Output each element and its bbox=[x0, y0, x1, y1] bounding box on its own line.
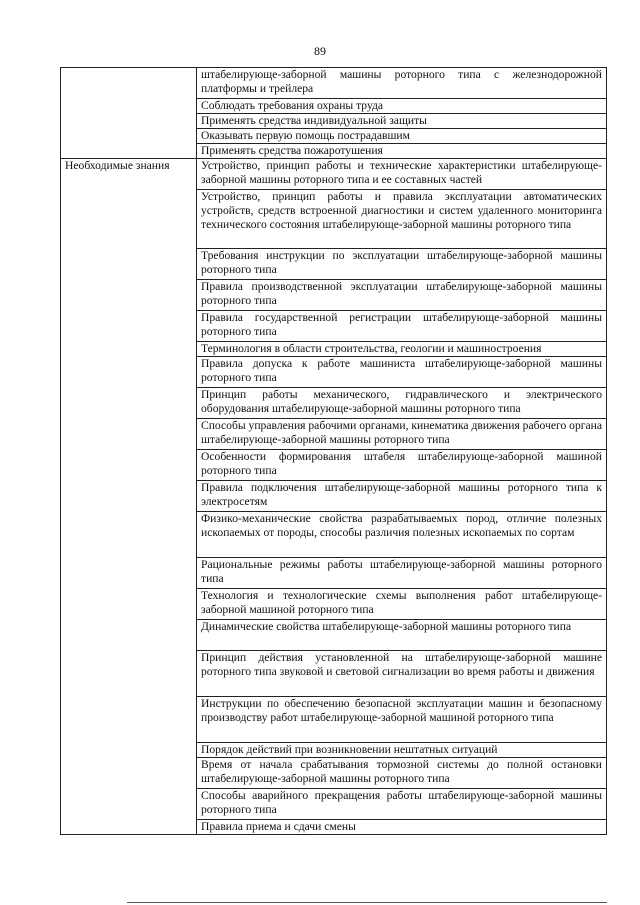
knowledge-item: Инструкции по обеспечению безопасной эксплуатации машин и безопасному производству работ штабелирующе-заборной машиной роторного типа bbox=[197, 697, 607, 743]
knowledge-item: Порядок действий при возникновении нештатных ситуаций bbox=[197, 743, 607, 758]
knowledge-item: Время от начала срабатывания тормозной системы до полной остановки штабелирующе-заборной машины роторного типа bbox=[197, 758, 607, 789]
knowledge-item: Устройство, принцип работы и правила эксплуатации автоматических устройств, средств встроенной диагностики и систем удаленного мониторинга технического состояния штабелирующе-заборной машины роторного типа bbox=[197, 190, 607, 249]
knowledge-item: Правила допуска к работе машиниста штабелирующе-заборной машины роторного типа bbox=[197, 357, 607, 388]
knowledge-item: Правила государственной регистрации штабелирующе-заборной машины роторного типа bbox=[197, 311, 607, 342]
knowledge-item: Правила подключения штабелирующе-заборной машины роторного типа к электросетям bbox=[197, 481, 607, 512]
continued-item: Применять средства индивидуальной защиты bbox=[197, 114, 607, 129]
knowledge-item: Физико-механические свойства разрабатываемых пород, отличие полезных ископаемых от породы, способы различия полезных ископаемых по сортам bbox=[197, 512, 607, 558]
knowledge-item: Требования инструкции по эксплуатации штабелирующе-заборной машины роторного типа bbox=[197, 249, 607, 280]
knowledge-item: Принцип действия установленной на штабелирующе-заборной машине роторного типа звуковой и световой сигнализации во время работы и движения bbox=[197, 651, 607, 697]
skills-knowledge-table bbox=[60, 67, 607, 835]
continued-item: Оказывать первую помощь пострадавшим bbox=[197, 129, 607, 144]
knowledge-item: Правила производственной эксплуатации штабелирующе-заборной машины роторного типа bbox=[197, 280, 607, 311]
knowledge-item: Способы аварийного прекращения работы штабелирующе-заборной машины роторного типа bbox=[197, 789, 607, 820]
table-row bbox=[61, 159, 607, 190]
table-row bbox=[61, 68, 607, 99]
knowledge-item: Динамические свойства штабелирующе-заборной машины роторного типа bbox=[197, 620, 607, 651]
knowledge-item: Особенности формирования штабеля штабелирующе-заборной машиной роторного типа bbox=[197, 450, 607, 481]
knowledge-item: Правила приема и сдачи смены bbox=[197, 820, 607, 835]
bottom-rule bbox=[127, 902, 607, 903]
empty-label-cell bbox=[61, 68, 197, 159]
knowledge-item: Устройство, принцип работы и технические характеристики штабелирующе-заборной машины роторного типа и ее составных частей bbox=[197, 159, 607, 190]
knowledge-item: Терминология в области строительства, геологии и машиностроения bbox=[197, 342, 607, 357]
knowledge-label: Необходимые знания bbox=[61, 159, 197, 835]
page-number: 89 bbox=[314, 44, 326, 58]
knowledge-item: Технология и технологические схемы выполнения работ штабелирующе-заборной машиной роторного типа bbox=[197, 589, 607, 620]
knowledge-item: Рациональные режимы работы штабелирующе-заборной машины роторного типа bbox=[197, 558, 607, 589]
continued-item: Соблюдать требования охраны труда bbox=[197, 99, 607, 114]
knowledge-item: Принцип работы механического, гидравлического и электрического оборудования штабелирующе-заборной машины роторного типа bbox=[197, 388, 607, 419]
continued-item: штабелирующе-заборной машины роторного типа с железнодорожной платформы и трейлера bbox=[197, 68, 607, 99]
continued-item: Применять средства пожаротушения bbox=[197, 144, 607, 159]
knowledge-item: Способы управления рабочими органами, кинематика движения рабочего органа штабелирующе-заборной машины роторного типа bbox=[197, 419, 607, 450]
